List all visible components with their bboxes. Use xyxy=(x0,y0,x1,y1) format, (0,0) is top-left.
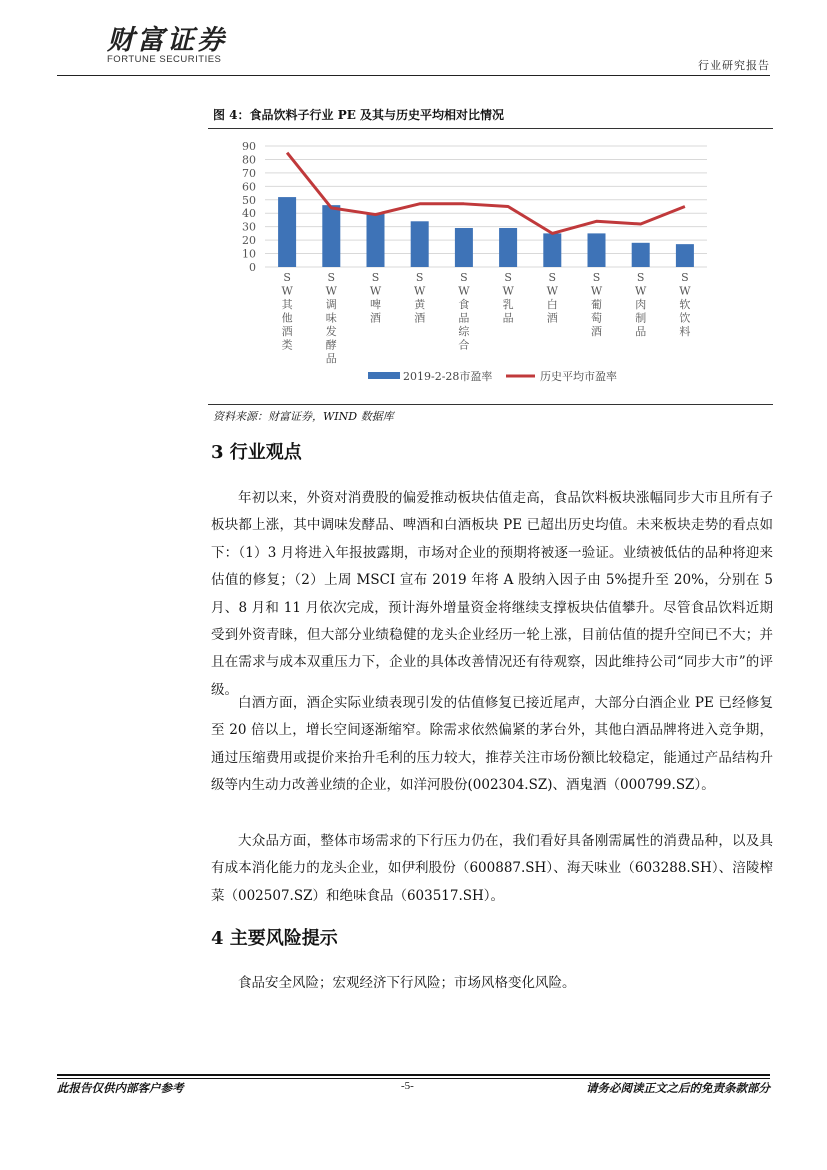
bar-5 xyxy=(455,228,473,267)
y-tick-label: 0 xyxy=(249,261,256,274)
bar-10 xyxy=(676,244,694,267)
x-tick-label-7: S W 白酒 xyxy=(546,271,558,325)
x-tick-label-1: S W 其他酒类 xyxy=(281,271,293,352)
y-tick-label: 90 xyxy=(242,140,256,153)
bar-2 xyxy=(322,205,340,267)
section-heading-industry-view: 3 行业观点 xyxy=(211,442,302,463)
legend-bar-swatch xyxy=(368,372,400,379)
footer-disclaimer-notice: 请务必阅读正文之后的免责条款部分 xyxy=(586,1081,770,1095)
page-number: -5- xyxy=(401,1080,414,1092)
historical-average-line xyxy=(287,153,685,234)
x-tick-label-2: S W 调味发酵品 xyxy=(325,271,337,365)
header-divider xyxy=(57,75,770,76)
bar-4 xyxy=(411,221,429,267)
section-heading-risk: 4 主要风险提示 xyxy=(211,928,338,949)
bar-7 xyxy=(543,233,561,267)
chart-y-ticks xyxy=(242,140,256,274)
figure-top-rule xyxy=(208,128,773,129)
footer-divider-thin xyxy=(57,1078,770,1079)
paragraph-mass-consumer: 大众品方面，整体市场需求的下行压力仍在，我们看好具备刚需属性的消费品种，以及具有成本消化能力的龙头企业，如伊利股份（600887.SH）、海天味业（603288.SH）、涪陵榨菜（002507.SZ）和绝味食品（603517.SH）。 xyxy=(211,833,773,904)
x-tick-label-6: S W 乳品 xyxy=(502,271,514,325)
paragraph-market-outlook: 年初以来，外资对消费股的偏爱推动板块估值走高，食品饮料板块涨幅同步大市且所有子板块都上涨，其中调味发酵品、啤酒和白酒板块 PE 已超出历史均值。未来板块走势的看点如下：（1）3 月将进入年报披露期，市场对企业的预期将被逐一验证。业绩被低估的品种将迎来估值的修复；（2）上周 MSCI 宣布 2019 年将 A 股纳入因子由 5%提升至 20%，分别在 5 月、8 月和 11 月依次完成，预计海外增量资金将继续支撑板块估值攀升。尽管食品饮料近期受到外资青睐，但大部分业绩稳健的龙头企业经历一轮上涨，目前估值的提升空间已不大；并且在需求与成本双重压力下，企业的具体改善情况还有待观察，因此维持公司“同步大市”的评级。 xyxy=(211,490,773,698)
report-type-label: 行业研究报告 xyxy=(698,59,770,72)
figure-source: 资料来源：财富证券，WIND 数据库 xyxy=(213,410,394,423)
y-tick-label: 20 xyxy=(242,234,256,248)
legend-bar-label: 2019-2-28市盈率 xyxy=(403,370,493,383)
y-tick-label: 60 xyxy=(242,180,256,194)
bar-6 xyxy=(499,228,517,267)
y-tick-label: 50 xyxy=(242,193,256,207)
x-tick-label-10: S W 软饮料 xyxy=(679,271,691,338)
y-tick-label: 80 xyxy=(242,153,256,167)
y-tick-label: 70 xyxy=(242,166,256,180)
y-tick-label: 40 xyxy=(242,207,256,221)
bar-1 xyxy=(278,197,296,267)
chart-x-ticks xyxy=(281,271,691,365)
footer-divider-thick xyxy=(57,1074,770,1076)
paragraph-baijiu: 白酒方面，酒企实际业绩表现引发的估值修复已接近尾声，大部分白酒企业 PE 已经修复至 20 倍以上，增长空间逐渐缩窄。除需求依然偏紧的茅台外，其他白酒品牌将进入竞争期，通过压缩费用或提价来抬升毛利的压力较大，推荐关注市场份额比较稳定，能通过产品结构升级等内生动力改善业绩的企业，如洋河股份(002304.SZ)、酒鬼酒（000799.SZ）。 xyxy=(211,695,773,794)
chart-line-series xyxy=(287,153,685,234)
company-logo-chinese: 财富证券 xyxy=(107,25,227,56)
y-tick-label: 10 xyxy=(242,247,256,261)
chart-legend xyxy=(368,369,617,383)
legend-line-label: 历史平均市盈率 xyxy=(540,370,617,383)
figure-bottom-rule xyxy=(208,404,773,405)
x-tick-label-3: S W 啤酒 xyxy=(369,271,382,325)
company-logo-english: FORTUNE SECURITIES xyxy=(107,54,222,65)
bar-9 xyxy=(632,243,650,267)
pe-comparison-chart xyxy=(208,132,773,402)
x-tick-label-4: S W 黄酒 xyxy=(414,271,426,325)
footer-internal-notice: 此报告仅供内部客户参考 xyxy=(57,1081,184,1095)
x-tick-label-9: S W 肉制品 xyxy=(635,271,647,338)
bar-8 xyxy=(588,233,606,267)
x-tick-label-5: S W 食品综合 xyxy=(458,271,470,352)
x-tick-label-8: S W 葡萄酒 xyxy=(590,271,603,338)
y-tick-label: 30 xyxy=(242,220,256,234)
bar-3 xyxy=(367,213,385,267)
paragraph-risk-list: 食品安全风险；宏观经济下行风险；市场风格变化风险。 xyxy=(238,975,576,991)
figure-title: 图 4：食品饮料子行业 PE 及其与历史平均相对比情况 xyxy=(213,108,505,122)
chart-bars xyxy=(278,197,694,267)
